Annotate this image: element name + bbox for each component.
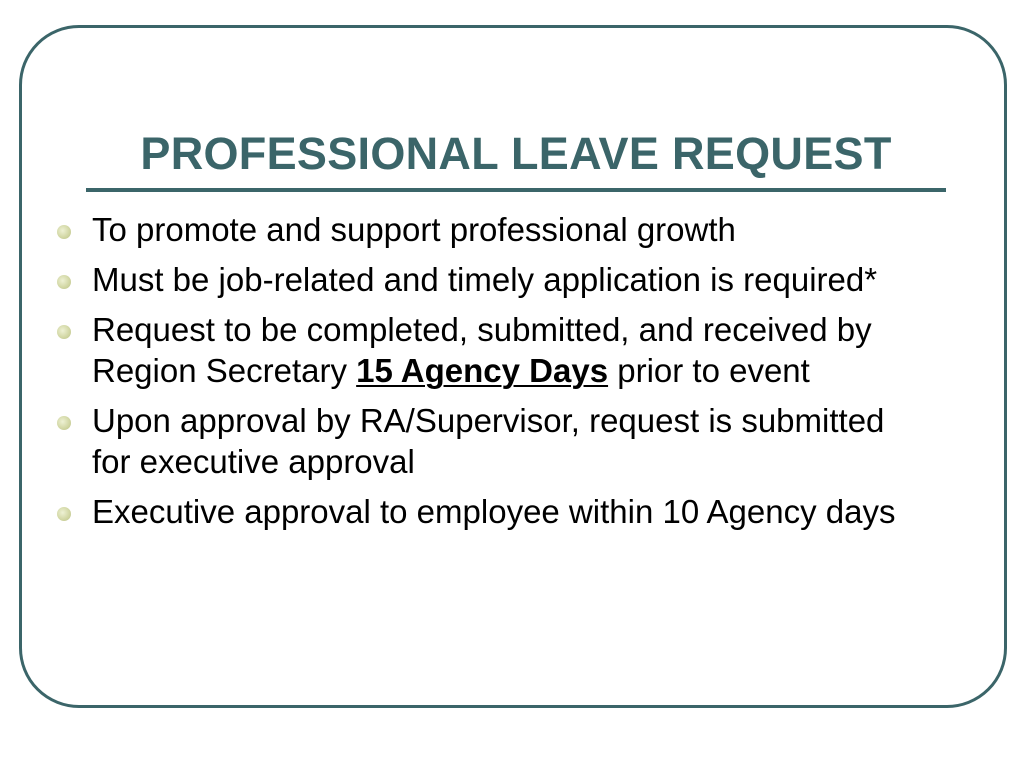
bullet-text: Request to be completed, submitted, and received by Region Secretary	[92, 311, 872, 389]
bullet-dot-icon	[57, 225, 71, 239]
bullet-dot-icon	[57, 507, 71, 521]
bullet-text: Executive approval to employee within 10 Agency days	[92, 493, 896, 530]
bullet-item	[92, 400, 922, 482]
bullet-list	[92, 209, 922, 541]
bullet-item	[92, 491, 922, 532]
bullet-text-continued: prior to event	[608, 352, 810, 389]
bullet-dot-icon	[57, 275, 71, 289]
bullet-dot-icon	[57, 416, 71, 430]
bullet-item	[92, 259, 922, 300]
bullet-item	[92, 209, 922, 250]
bullet-item	[92, 309, 922, 391]
title-underline	[86, 188, 946, 192]
slide-title: PROFESSIONAL LEAVE REQUEST	[140, 128, 892, 179]
bullet-text: To promote and support professional growth	[92, 211, 736, 248]
bullet-dot-icon	[57, 325, 71, 339]
bullet-text: Must be job-related and timely application is required*	[92, 261, 878, 298]
bullet-text: Upon approval by RA/Supervisor, request is submitted for executive approval	[92, 402, 885, 480]
deadline-emphasis: 15 Agency Days	[356, 352, 609, 389]
